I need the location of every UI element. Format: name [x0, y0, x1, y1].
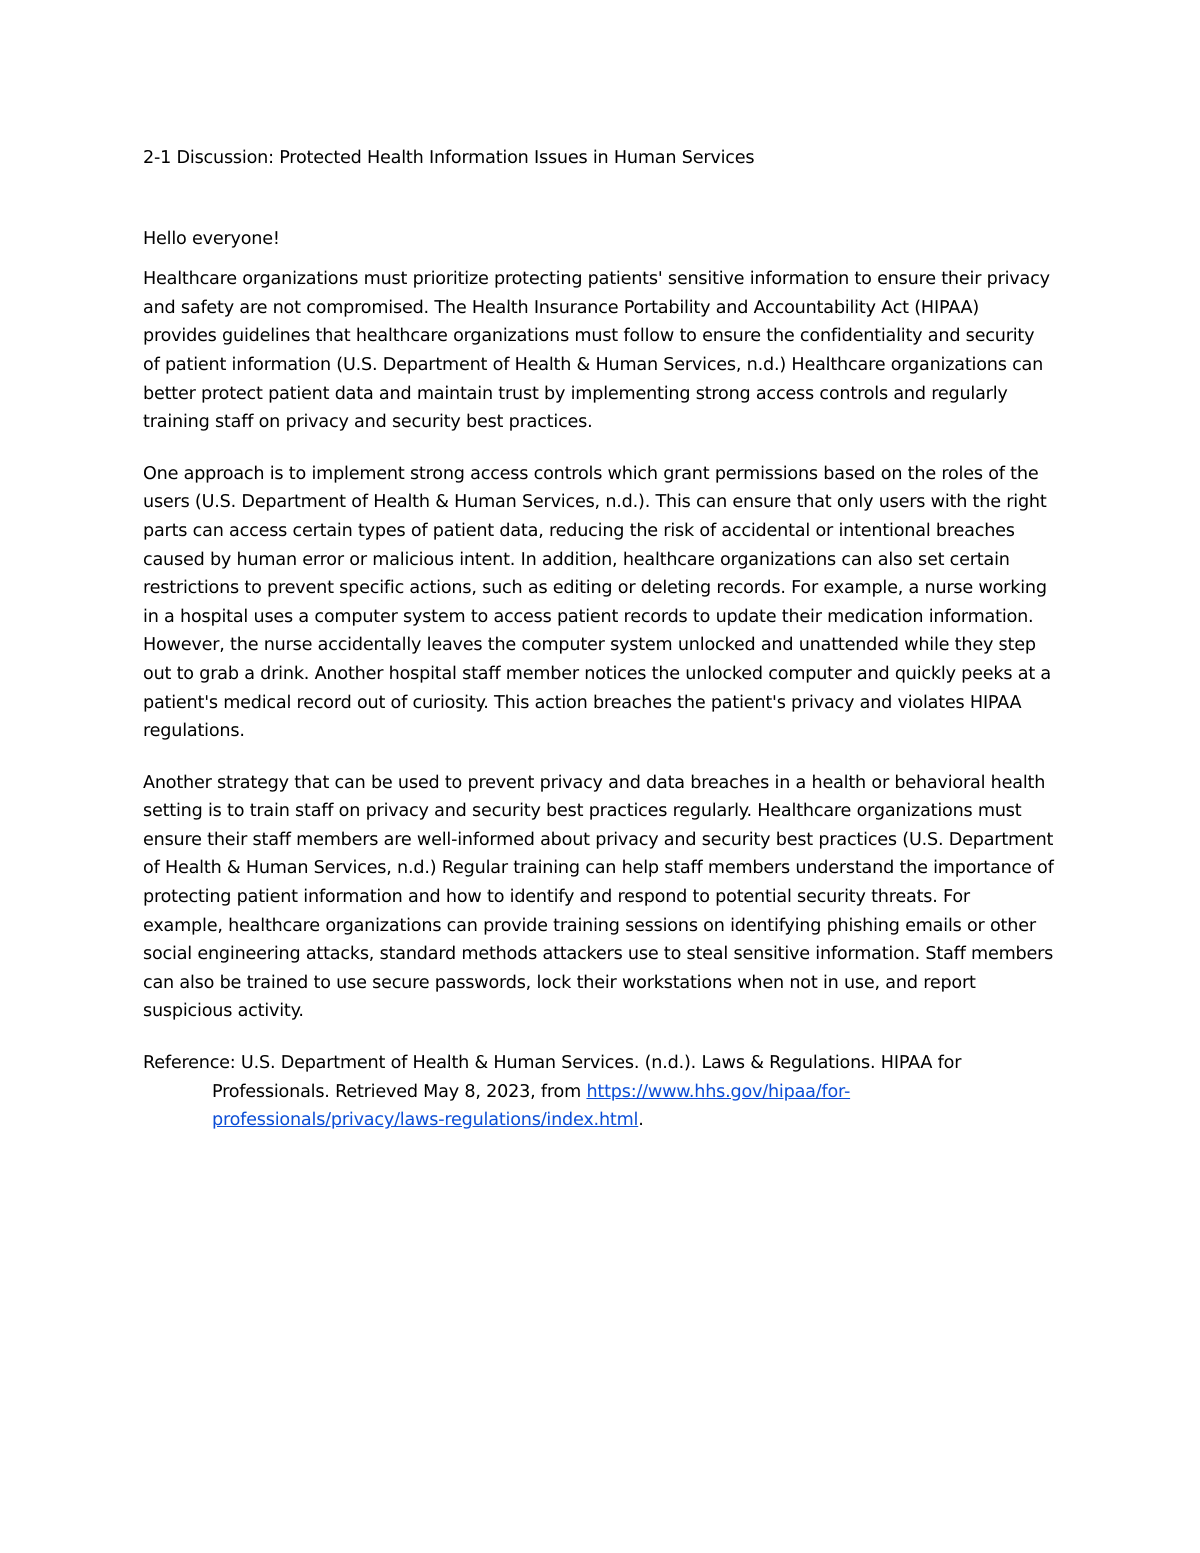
- reference-link[interactable]: https://www.hhs.gov/hipaa/for-professionals/privacy/laws-regulations/index.html: [212, 1081, 851, 1131]
- body-paragraph-2: One approach is to implement strong access controls which grant permissions based on the roles of the users (U.S. Department of Health & Human Services, n.d.). This can ensure that only users with the right parts can access certain types of patient data, reducing the risk of accidental or intentional breaches caused by human error or malicious intent. In addition, healthcare organizations can also set certain restrictions to prevent specific actions, such as editing or deleting records. For example, a nurse working in a hospital uses a computer system to access patient records to update their medication information. However, the nurse accidentally leaves the computer system unlocked and unattended while they step out to grab a drink. Another hospital staff member notices the unlocked computer and quickly peeks at a patient's medical record out of curiosity. This action breaches the patient's privacy and violates HIPAA regulations.: [143, 463, 1051, 742]
- document-content: [143, 144, 1055, 1135]
- reference-text: Reference: U.S. Department of Health & Human Services. (n.d.). Laws & Regulations. HIPAA for Professionals. Retrieved May 8, 2023, from: [143, 1053, 962, 1102]
- greeting-line: Hello everyone!: [143, 228, 280, 249]
- body-paragraph-1: Healthcare organizations must prioritize protecting patients' sensitive information to ensure their privacy and safety are not compromised. The Health Insurance Portability and Accountability Act (HIPAA) provides guidelines that healthcare organizations must follow to ensure the confidentiality and security of patient information (U.S. Department of Health & Human Services, n.d.) Healthcare organizations can better protect patient data and maintain trust by implementing strong access controls and regularly training staff on privacy and security best practices.: [143, 269, 1050, 433]
- reference-trailing: .: [638, 1110, 644, 1131]
- page-title: 2-1 Discussion: Protected Health Information Issues in Human Services: [143, 148, 755, 168]
- body-paragraph-3: Another strategy that can be used to prevent privacy and data breaches in a health or behavioral health setting is to train staff on privacy and security best practices regularly. Healthcare organizations must ensure their staff members are well-informed about privacy and security best practices (U.S. Department of Health & Human Services, n.d.) Regular training can help staff members understand the importance of protecting patient information and how to identify and respond to potential security threats. For example, healthcare organizations can provide training sessions on identifying phishing emails or other social engineering attacks, standard methods attackers use to steal sensitive information. Staff members can also be trained to use secure passwords, lock their workstations when not in use, and report suspicious activity.: [143, 772, 1054, 1022]
- reference-citation: [143, 1049, 1055, 1135]
